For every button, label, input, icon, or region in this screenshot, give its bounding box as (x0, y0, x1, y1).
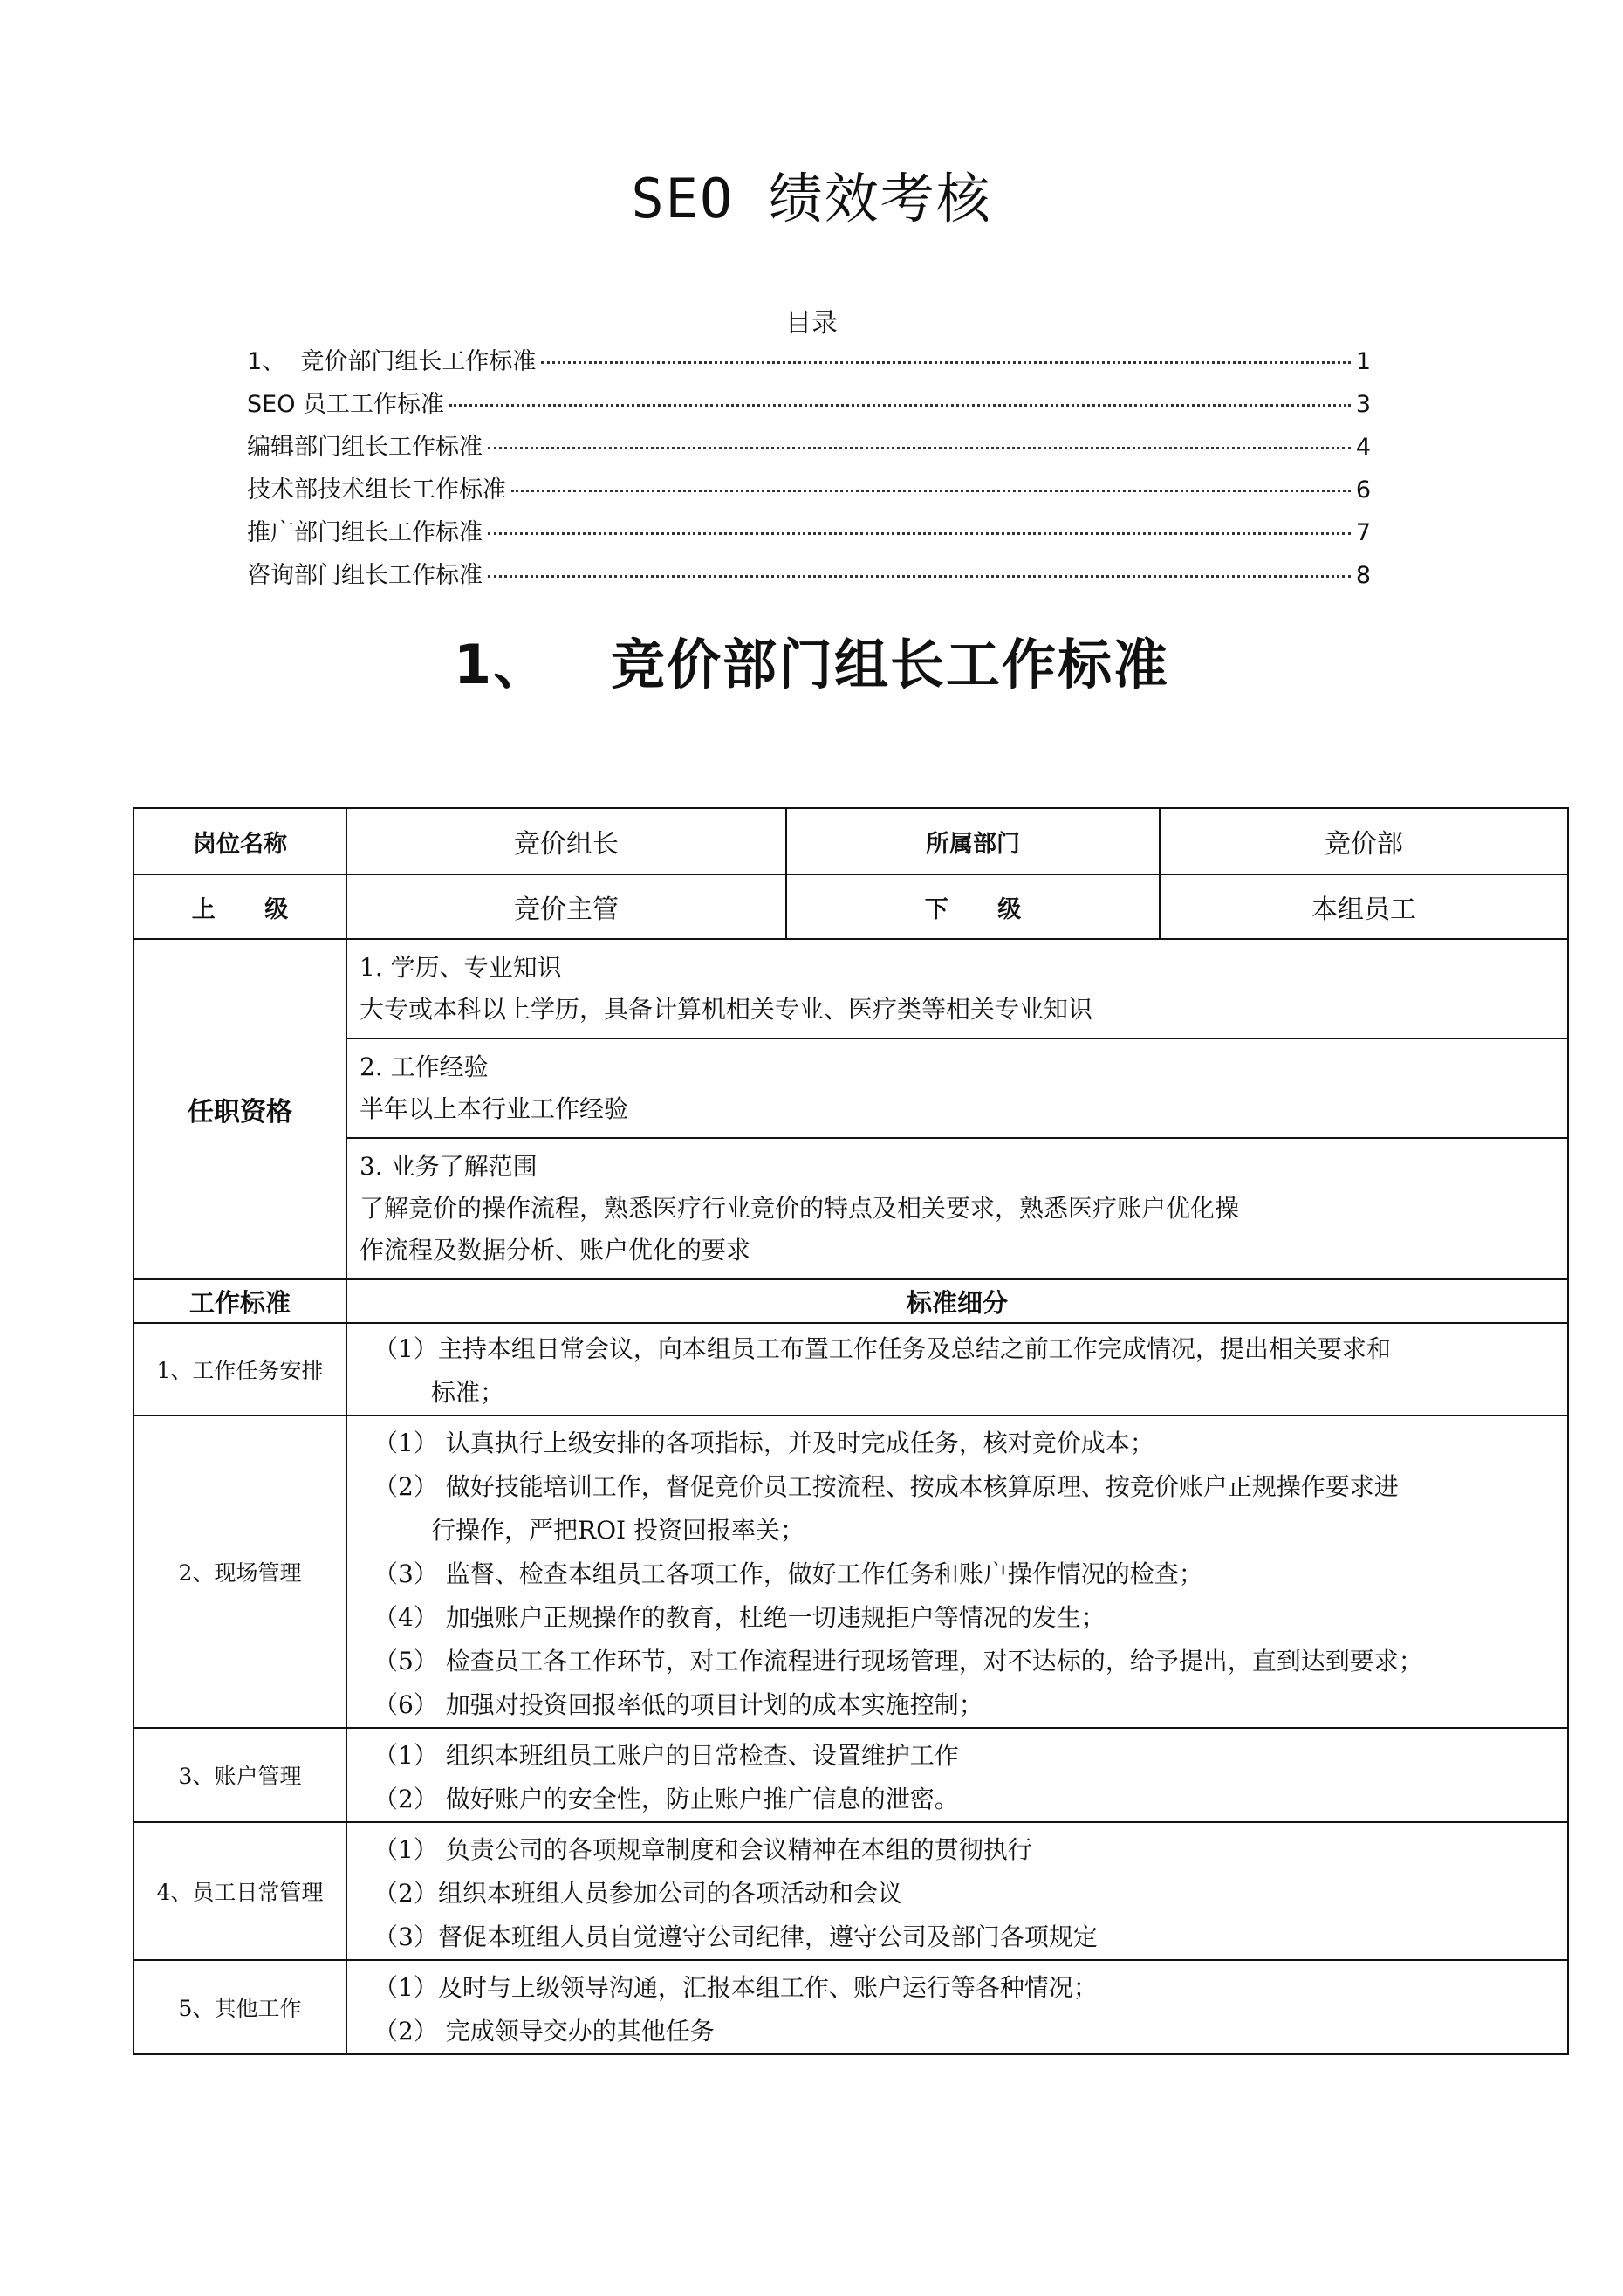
category-name: 1、工作任务安排 (134, 1323, 346, 1415)
detail-line: （1） 负责公司的各项规章制度和会议精神在本组的贯彻执行 (373, 1835, 1032, 1864)
toc-entry-page: 4 (1355, 434, 1371, 461)
toc-leader-dots (449, 404, 1351, 407)
table-row (134, 1822, 1568, 1960)
table-row (134, 874, 1568, 939)
toc-entry-page: 6 (1355, 476, 1371, 504)
detail-line: （2）组织本班组人员参加公司的各项活动和会议 (373, 1879, 902, 1908)
category-name: 2、现场管理 (134, 1415, 346, 1728)
category-name: 5、其他工作 (134, 1960, 346, 2054)
detail-line: （3） 监督、检查本组员工各项工作，做好工作任务和账户操作情况的检查； (373, 1559, 1203, 1588)
detail-line: （2） 做好账户的安全性，防止账户推广信息的泄密。 (373, 1785, 959, 1813)
category-details (346, 1728, 1568, 1822)
table-row (134, 808, 1568, 874)
document-title: SEO 绩效考核 (631, 167, 992, 230)
toc-entry[interactable] (247, 428, 1371, 470)
toc-entry-label: 咨询部门组长工作标准 (247, 562, 483, 589)
category-name: 4、员工日常管理 (134, 1822, 346, 1960)
detail-line: （5） 检查员工各工作环节，对工作流程进行现场管理，对不达标的，给予提出，直到达到要求； (373, 1647, 1423, 1676)
table-row (134, 1323, 1568, 1415)
table-row (134, 1728, 1568, 1822)
toc-entry[interactable] (247, 470, 1371, 513)
detail-line: （1） 组织本班组员工账户的日常检查、设置维护工作 (373, 1741, 959, 1770)
subordinate-label: 下 级 (786, 874, 1160, 939)
detail-line: （1）主持本组日常会议，向本组员工布置工作任务及总结之前工作完成情况，提出相关要求和 (373, 1334, 1391, 1363)
toc-leader-dots (488, 447, 1351, 449)
toc-entry-page: 3 (1355, 391, 1371, 418)
toc-entry-page: 7 (1355, 519, 1371, 546)
subordinate-value: 本组员工 (1160, 874, 1568, 939)
category-details (346, 1822, 1568, 1960)
qualification-text: 了解竞价的操作流程，熟悉医疗行业竞价的特点及相关要求，熟悉医疗账户优化操 (360, 1194, 1240, 1223)
position-value: 竞价组长 (346, 808, 786, 874)
department-label: 所属部门 (786, 808, 1160, 874)
toc-entry-label: SEO 员工工作标准 (247, 391, 445, 418)
table-of-contents (247, 342, 1371, 599)
category-details (346, 1323, 1568, 1415)
detail-line: （1） 认真执行上级安排的各项指标，并及时完成任务，核对竞价成本； (373, 1429, 1154, 1457)
superior-value: 竞价主管 (346, 874, 786, 939)
toc-entry-page: 8 (1355, 562, 1371, 589)
toc-leader-dots (541, 361, 1350, 364)
toc-entry-label: 1、 竞价部门组长工作标准 (247, 348, 537, 375)
qualification-text: 半年以上本行业工作经验 (360, 1094, 629, 1123)
toc-entry[interactable] (247, 556, 1371, 599)
job-standard-table (133, 807, 1569, 2055)
toc-entry-page: 1 (1355, 348, 1371, 375)
table-row (134, 1038, 1568, 1138)
standards-label: 工作标准 (134, 1279, 346, 1323)
qualification-experience (346, 1038, 1568, 1138)
table-row (134, 1279, 1568, 1323)
detail-line: 行操作，严把ROI 投资回报率关； (431, 1516, 805, 1545)
detail-line: （3）督促本班组人员自觉遵守公司纪律，遵守公司及部门各项规定 (373, 1922, 1098, 1951)
detail-line: （4） 加强账户正规操作的教育，杜绝一切违规拒户等情况的发生； (373, 1603, 1106, 1632)
qualification-business-scope (346, 1138, 1568, 1279)
toc-leader-dots (488, 575, 1351, 578)
qualification-text: 大专或本科以上学历，具备计算机相关专业、医疗类等相关专业知识 (360, 995, 1093, 1024)
details-label: 标准细分 (346, 1279, 1568, 1323)
detail-line: （2） 做好技能培训工作，督促竞价员工按流程、按成本核算原理、按竞价账户正规操作要求进 (373, 1472, 1399, 1501)
superior-label: 上 级 (134, 874, 346, 939)
toc-entry[interactable] (247, 342, 1371, 385)
toc-entry[interactable] (247, 385, 1371, 428)
toc-entry[interactable] (247, 513, 1371, 556)
toc-entry-label: 技术部技术组长工作标准 (247, 476, 506, 504)
position-label: 岗位名称 (134, 808, 346, 874)
toc-leader-dots (511, 490, 1351, 492)
detail-line: （6） 加强对投资回报率低的项目计划的成本实施控制； (373, 1690, 983, 1719)
detail-line: 标准； (431, 1378, 505, 1407)
detail-line: （1）及时与上级领导沟通，汇报本组工作、账户运行等各种情况； (373, 1973, 1098, 2002)
detail-line: （2） 完成领导交办的其他任务 (373, 2017, 715, 2046)
qualification-title: 1. 学历、专业知识 (360, 953, 562, 982)
toc-heading: 目录 (785, 308, 838, 339)
table-row (134, 1415, 1568, 1728)
table-row (134, 1960, 1568, 2054)
toc-leader-dots (488, 532, 1351, 535)
category-details (346, 1415, 1568, 1728)
section-title: 1、 竞价部门组长工作标准 (454, 633, 1169, 696)
category-details (346, 1960, 1568, 2054)
toc-entry-label: 推广部门组长工作标准 (247, 519, 483, 546)
qualification-text: 作流程及数据分析、账户优化的要求 (360, 1236, 751, 1265)
table-row (134, 939, 1568, 1038)
qualification-title: 2. 工作经验 (360, 1052, 489, 1081)
table-row (134, 1138, 1568, 1279)
qualification-education (346, 939, 1568, 1038)
qualification-title: 3. 业务了解范围 (360, 1152, 538, 1181)
department-value: 竞价部 (1160, 808, 1568, 874)
toc-entry-label: 编辑部门组长工作标准 (247, 434, 483, 461)
category-name: 3、账户管理 (134, 1728, 346, 1822)
qualification-label: 任职资格 (134, 939, 346, 1279)
